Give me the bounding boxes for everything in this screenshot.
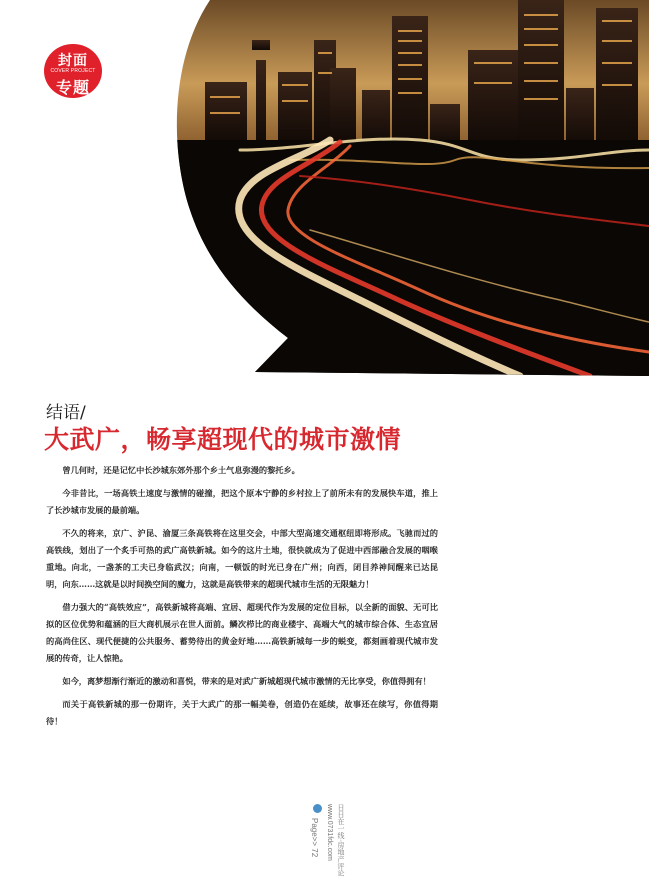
badge-label: 专题 <box>55 78 90 97</box>
paragraph: 不久的将来，京广、沪昆、渝厦三条高铁将在这里交会，中部大型高速交通枢纽即将形成。飞驰而过的高铁线，划出了一个炙手可热的武广高铁新城。如今的这片土地，很快就成为了促进中西部融合发展的咽喉重地。向北，一盏茶的工夫已身临武汉；向南，一顿饭的时光已身在广州；向西，闭目养神间醒来已达昆明，向东……这就是以时间换空间的魔力，这就是高铁带来的超现代城市生活的无限魅力！ <box>46 528 438 589</box>
magazine-name: 日日在一线·房地产评论 <box>337 804 344 877</box>
paragraph: 曾几何时，还是记忆中长沙城东郊外那个乡土气息弥漫的黎托乡。 <box>62 465 300 475</box>
badge-subtitle: COVER PROJECT <box>50 68 96 74</box>
circle-logo-icon <box>313 804 322 813</box>
page-footer <box>302 800 362 880</box>
article-body <box>46 462 438 736</box>
section-eyebrow: 结语/ <box>46 403 86 423</box>
site-url: www.0731fdc.com <box>326 804 333 861</box>
article-headline: 大武广，畅享超现代的城市激情 <box>44 425 402 454</box>
paragraph: 今非昔比，一场高铁土速度与激情的碰撞，把这个原本宁静的乡村拉上了前所未有的发展快车道，推上了长沙城市发展的最前端。 <box>46 488 438 515</box>
paragraph: 而关于高铁新城的那一份期许，关于大武广的那一幅美卷，创造仍在延续，故事还在续写，你值得期待！ <box>46 699 438 726</box>
cover-project-badge <box>44 44 104 100</box>
badge-title: 封面 <box>58 53 88 69</box>
paragraph: 如今，离梦想渐行渐近的激动和喜悦，带来的是对武广新城超现代城市激情的无比享受，你值得拥有！ <box>62 676 431 686</box>
page-number: Page>> 72 <box>310 818 319 858</box>
paragraph: 借力强大的“高铁效应”，高铁新城将高端、宜居、超现代作为发展的定位目标，以全新的面貌、无可比拟的区位优势和蕴涵的巨大商机展示在世人面前。鳞次栉比的商业楼宇、高端大气的城市综合体、生态宜居的高尚住区、现代便捷的公共服务、蓄势待出的黄金好地……高铁新城每一步的蜕变，都刻画着现代城市发展的传奇，让人惊艳。 <box>46 602 438 663</box>
